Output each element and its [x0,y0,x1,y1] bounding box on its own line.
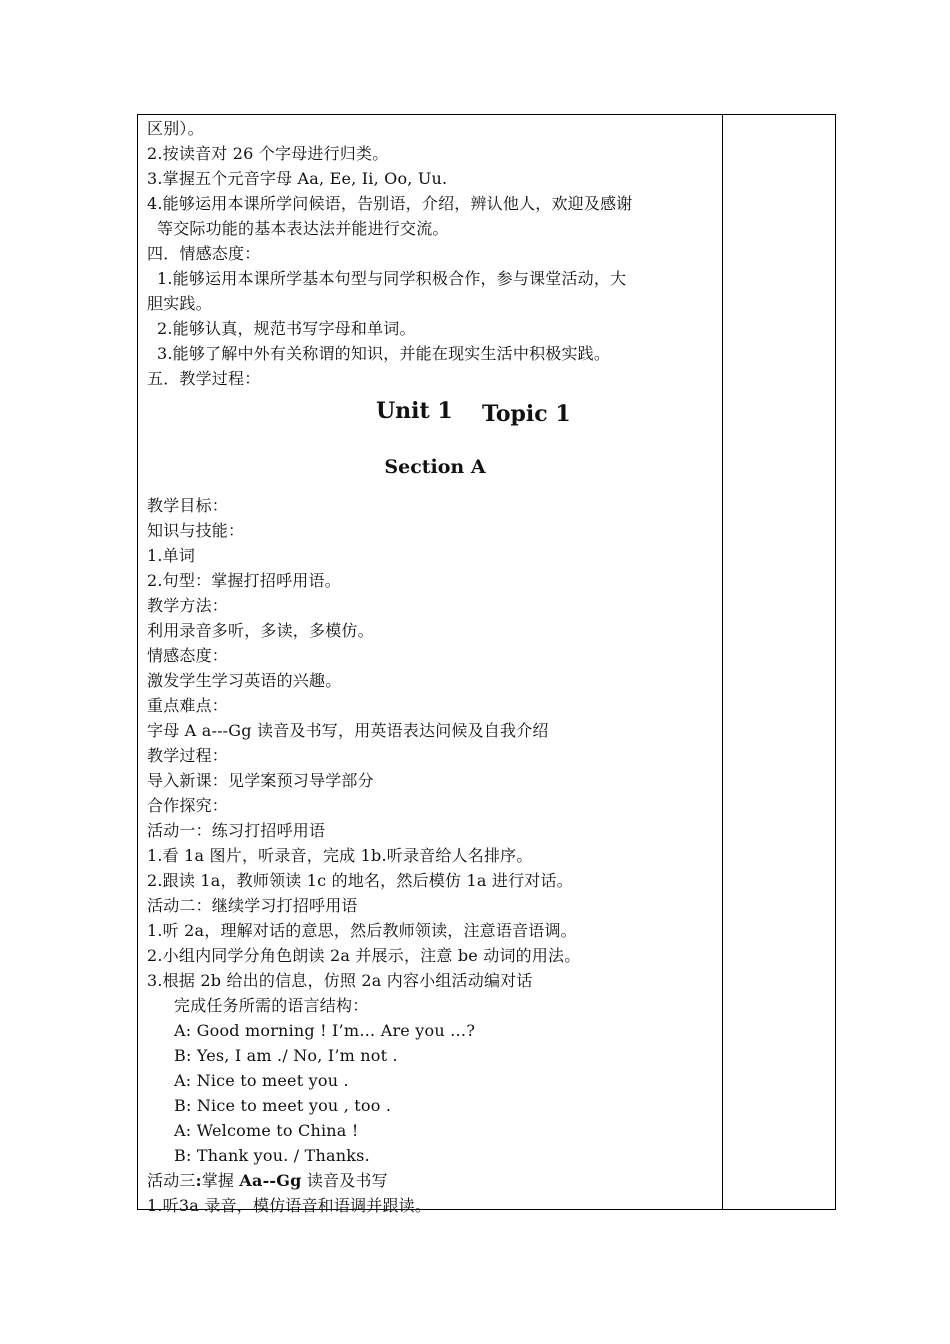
text-line: 重点难点： [147,696,229,715]
text-line: 激发学生学习英语的兴趣。 [147,671,342,690]
notes-column [723,115,835,1209]
dialogue-line: A: Welcome to China ! [174,1121,359,1140]
text-line: 字母 A a---Gg 读音及书写，用英语表达问候及自我介绍 [147,721,549,740]
text-line: 2.小组内同学分角色朗读 2a 并展示，注意 be 动词的用法。 [147,946,581,965]
dialogue-line: A: Nice to meet you . [174,1071,349,1090]
activity-three-prefix: 活动三 [147,1171,196,1190]
dialogue-line: B: Nice to meet you , too . [174,1096,392,1115]
text-line: 2.句型：掌握打招呼用语。 [147,571,341,590]
text-line: 3.能够了解中外有关称谓的知识，并能在现实生活中积极实践。 [157,344,611,363]
text-line: 胆实践。 [147,294,212,313]
text-line: 合作探究： [147,796,229,815]
lesson-plan-table [137,114,836,1215]
activity-one-heading: 活动一：练习打招呼用语 [147,821,326,840]
text-line: 教学方法： [147,596,229,615]
topic-title: Topic 1 [482,401,571,427]
dialogue-line: A: Good morning ! I’m… Are you …? [174,1021,476,1040]
text-line: 知识与技能： [147,521,245,540]
activity-three-verb: 掌握 [201,1171,240,1190]
activity-three-colon: : [195,1171,202,1190]
text-line: 1.听3a 录音，模仿语音和语调并跟读。 [147,1196,432,1215]
unit-topic-heading [147,391,717,441]
text-line: 1.看 1a 图片，听录音，完成 1b.听录音给人名排序。 [147,846,533,865]
activity-two-heading: 活动二：继续学习打招呼用语 [147,896,358,915]
text-line: 2.跟读 1a，教师领读 1c 的地名，然后模仿 1a 进行对话。 [147,871,573,890]
dialogue-intro: 完成任务所需的语言结构： [174,996,369,1015]
text-line: 情感态度： [147,646,229,665]
content-cell [147,116,717,1215]
text-line: 4.能够运用本课所学问候语，告别语，介绍，辨认他人，欢迎及感谢 [147,194,633,213]
section-five-heading: 五．教学过程： [147,369,261,388]
section-title: Section A [384,456,486,478]
text-line: 3.掌握五个元音字母 Aa, Ee, Ii, Oo, Uu. [147,169,448,188]
text-line: 1.能够运用本课所学基本句型与同学积极合作，参与课堂活动，大 [157,269,627,288]
activity-three-suffix: 读音及书写 [301,1171,388,1190]
text-line: 教学过程： [147,746,229,765]
text-line: 2.能够认真，规范书写字母和单词。 [157,319,416,338]
section-four-heading: 四．情感态度： [147,244,261,263]
text-line: 3.根据 2b 给出的信息，仿照 2a 内容小组活动编对话 [147,971,533,990]
text-line: 等交际功能的基本表达法并能进行交流。 [157,219,449,238]
text-line: 1.单词 [147,546,196,565]
dialogue-line: B: Thank you. / Thanks. [174,1146,370,1165]
dialogue-line: B: Yes, I am ./ No, I’m not . [174,1046,398,1065]
text-line: 导入新课：见学案预习导学部分 [147,771,374,790]
text-line: 2.按读音对 26 个字母进行归类。 [147,144,389,163]
text-line: 教学目标： [147,496,229,515]
activity-three-letters: Aa--Gg [239,1171,302,1190]
text-line: 利用录音多听，多读，多模仿。 [147,621,374,640]
unit-title: Unit 1 [376,398,453,424]
text-line: 1.听 2a，理解对话的意思，然后教师领读，注意语音语调。 [147,921,577,940]
activity-three-heading [147,1168,717,1193]
text-line: 区别）。 [147,119,204,138]
